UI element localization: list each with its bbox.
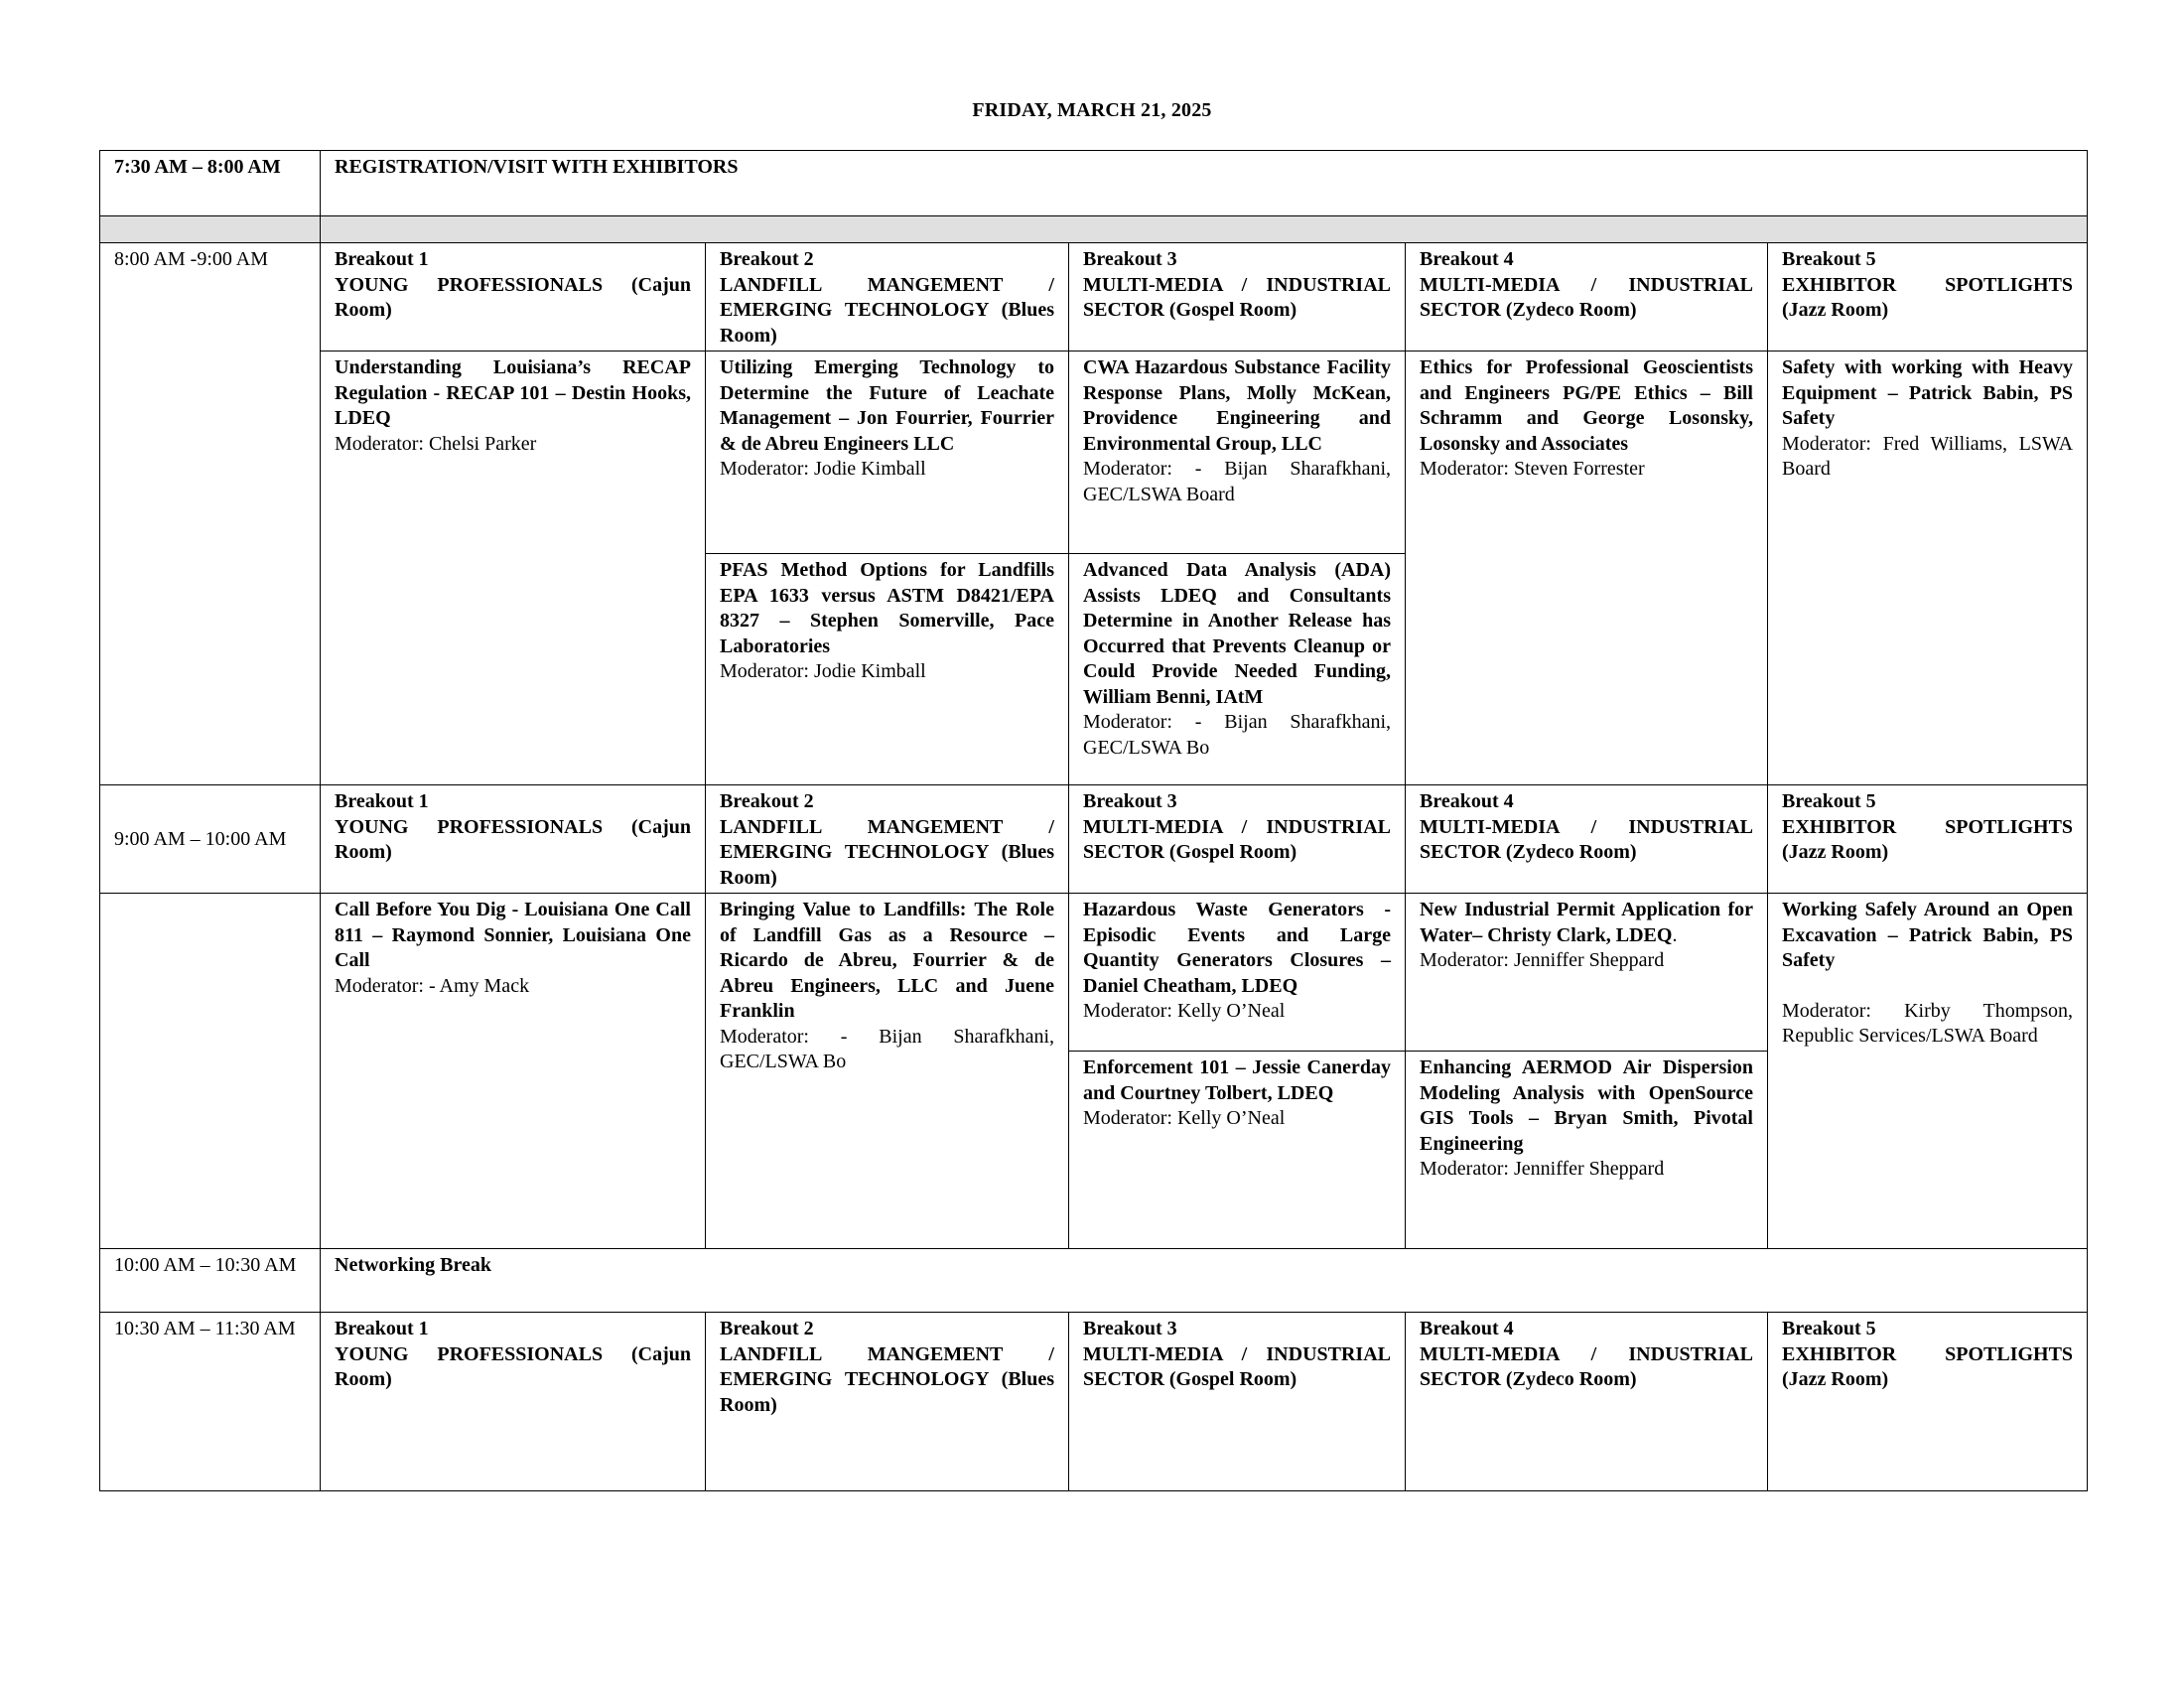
session-title: Hazardous Waste Generators - Episodic Events and Large Quantity Generators Closures – Daniel Cheatham, LDEQ [1083,899,1391,997]
breakout-name: Breakout 5 [1782,248,1876,270]
session-moderator: Moderator: Jodie Kimball [720,660,926,682]
session-title: Working Safely Around an Open Excavation – Patrick Babin, PS Safety [1782,899,2074,971]
breakout-name: Breakout 5 [1782,790,1876,812]
session-moderator: Moderator: Jenniffer Sheppard [1420,949,1665,971]
session-moderator: Moderator: Kelly O’Neal [1083,1107,1286,1129]
slot1-breakout2-header [706,243,1069,352]
networking-row [100,1249,2088,1313]
breakout-track: YOUNG PROFESSIONALS (Cajun Room) [335,1342,691,1390]
session-moderator: Moderator: - Amy Mack [335,974,530,997]
session-title: CWA Hazardous Substance Facility Response Plans, Molly McKean, Providence Engineering and Environmental Group, LLC [1083,356,1391,455]
slot2-breakout3-session-b [1069,1052,1406,1249]
session-moderator: Moderator: - Bijan Sharafkhani, GEC/LSWA Bo [1083,711,1391,759]
slot1-header-row [100,243,2088,352]
slot1-breakout3-header [1069,243,1406,352]
breakout-track: EXHIBITOR SPOTLIGHTS (Jazz Room) [1782,273,2074,321]
breakout-name: Breakout 2 [720,790,814,812]
slot3-breakout3-header [1069,1313,1406,1491]
slot1-breakout4-header [1406,243,1768,352]
session-title: New Industrial Permit Application for Water– Christy Clark, LDEQ [1420,899,1753,946]
session-moderator: Moderator: Fred Williams, LSWA Board [1782,432,2074,480]
breakout-name: Breakout 3 [1083,790,1177,812]
breakout-track: LANDFILL MANGEMENT / EMERGING TECHNOLOGY (Blues Room) [720,273,1054,347]
breakout-track: MULTI-MEDIA / INDUSTRIAL SECTOR (Zydeco Room) [1420,1342,1753,1390]
slot2-breakout1-header [321,785,706,894]
slot2-breakout3-header [1069,785,1406,894]
breakout-name: Breakout 2 [720,1318,814,1339]
slot2-breakout3-session-a [1069,894,1406,1052]
page-title: FRIDAY, MARCH 21, 2025 [972,99,1212,121]
session-title: Enhancing AERMOD Air Dispersion Modeling Analysis with OpenSource GIS Tools – Bryan Smith, Pivotal Engineering [1420,1056,1753,1155]
breakout-track: MULTI-MEDIA / INDUSTRIAL SECTOR (Gospel Room) [1083,1342,1391,1390]
breakout-track: YOUNG PROFESSIONALS (Cajun Room) [335,815,691,863]
breakout-track: LANDFILL MANGEMENT / EMERGING TECHNOLOGY (Blues Room) [720,815,1054,889]
registration-row [100,151,2088,216]
shaded-divider-row [100,216,2088,243]
slot1-breakout2-session-a [706,352,1069,554]
slot1-breakout1-header [321,243,706,352]
slot3-breakout5-header [1768,1313,2088,1491]
breakout-track: LANDFILL MANGEMENT / EMERGING TECHNOLOGY (Blues Room) [720,1342,1054,1416]
breakout-name: Breakout 3 [1083,1318,1177,1339]
session-title: Safety with working with Heavy Equipment – Patrick Babin, PS Safety [1782,356,2074,429]
breakout-track: MULTI-MEDIA / INDUSTRIAL SECTOR (Gospel Room) [1083,815,1391,863]
session-title-suffix: . [1672,923,1678,946]
breakout-name: Breakout 5 [1782,1318,1876,1339]
session-moderator: Moderator: Jenniffer Sheppard [1420,1158,1665,1180]
breakout-track: MULTI-MEDIA / INDUSTRIAL SECTOR (Zydeco Room) [1420,815,1753,863]
session-moderator: Moderator: Steven Forrester [1420,458,1645,480]
session-title: Enforcement 101 – Jessie Canerday and Courtney Tolbert, LDEQ [1083,1056,1391,1104]
slot2-breakout4-header [1406,785,1768,894]
breakout-name: Breakout 3 [1083,248,1177,270]
breakout-track: EXHIBITOR SPOTLIGHTS (Jazz Room) [1782,815,2074,863]
session-title: Utilizing Emerging Technology to Determine the Future of Leachate Management – Jon Fourrier, Fourrier & de Abreu Engineers LLC [720,356,1054,455]
session-title: Advanced Data Analysis (ADA) Assists LDEQ and Consultants Determine in Another Release has Occurred that Prevents Cleanup or Could Provide Needed Funding, William Benni, IAtM [1083,559,1391,708]
session-moderator: Moderator: - Bijan Sharafkhani, GEC/LSWA Bo [720,1025,1054,1072]
session-moderator: Moderator: Kirby Thompson, Republic Services/LSWA Board [1782,999,2074,1047]
session-moderator: Moderator: Chelsi Parker [335,432,537,455]
slot1-breakout5-session [1768,352,2088,785]
breakout-name: Breakout 4 [1420,790,1514,812]
breakout-name: Breakout 4 [1420,248,1514,270]
shaded-cell [100,216,321,243]
breakout-name: Breakout 4 [1420,1318,1514,1339]
slot2-breakout4-session-a [1406,894,1768,1052]
slot1-breakout3-session-b [1069,554,1406,785]
slot2-time-spacer [100,894,321,1249]
session-moderator: Moderator: - Bijan Sharafkhani, GEC/LSWA Board [1083,458,1391,505]
session-title: Call Before You Dig - Louisiana One Call 811 – Raymond Sonnier, Louisiana One Call [335,899,691,971]
networking-time: 10:00 AM – 10:30 AM [100,1249,321,1313]
session-title: Ethics for Professional Geoscientists and Engineers PG/PE Ethics – Bill Schramm and George Losonsky, Losonsky and Associates [1420,356,1753,455]
slot2-time: 9:00 AM – 10:00 AM [100,785,321,894]
slot1-breakout4-session [1406,352,1768,785]
breakout-name: Breakout 1 [335,1318,429,1339]
session-title: Bringing Value to Landfills: The Role of Landfill Gas as a Resource – Ricardo de Abreu, Fourrier & de Abreu Engineers, LLC and Juene Franklin [720,899,1054,1022]
session-title: Understanding Louisiana’s RECAP Regulation - RECAP 101 – Destin Hooks, LDEQ [335,356,691,429]
slot2-breakout5-header [1768,785,2088,894]
slot1-time: 8:00 AM -9:00 AM [100,243,321,785]
breakout-name: Breakout 2 [720,248,814,270]
session-moderator: Moderator: Jodie Kimball [720,458,926,480]
slot1-breakout1-session [321,352,706,785]
slot1-breakout2-session-b [706,554,1069,785]
breakout-track: EXHIBITOR SPOTLIGHTS (Jazz Room) [1782,1342,2074,1390]
schedule-table [99,150,2088,1491]
slot1-breakout5-header [1768,243,2088,352]
slot2-breakout4-session-b [1406,1052,1768,1249]
breakout-track: YOUNG PROFESSIONALS (Cajun Room) [335,273,691,321]
slot1-session-row [100,352,2088,554]
breakout-track: MULTI-MEDIA / INDUSTRIAL SECTOR (Zydeco Room) [1420,273,1753,321]
networking-label: Networking Break [321,1249,2088,1313]
slot3-breakout4-header [1406,1313,1768,1491]
registration-time: 7:30 AM – 8:00 AM [100,151,321,216]
slot2-breakout1-session [321,894,706,1249]
slot3-breakout1-header [321,1313,706,1491]
slot2-breakout2-header [706,785,1069,894]
breakout-name: Breakout 1 [335,790,429,812]
registration-label: REGISTRATION/VISIT WITH EXHIBITORS [321,151,2088,216]
breakout-track: MULTI-MEDIA / INDUSTRIAL SECTOR (Gospel Room) [1083,273,1391,321]
slot2-session-row [100,894,2088,1052]
slot3-time: 10:30 AM – 11:30 AM [100,1313,321,1491]
breakout-name: Breakout 1 [335,248,429,270]
shaded-cell [321,216,2088,243]
session-title: PFAS Method Options for Landfills EPA 1633 versus ASTM D8421/EPA 8327 – Stephen Somerville, Pace Laboratories [720,559,1054,657]
slot2-header-row [100,785,2088,894]
slot2-breakout5-session [1768,894,2088,1249]
slot2-breakout2-session [706,894,1069,1249]
session-moderator: Moderator: Kelly O’Neal [1083,1000,1286,1022]
slot3-breakout2-header [706,1313,1069,1491]
slot1-breakout3-session-a [1069,352,1406,554]
slot3-header-row [100,1313,2088,1491]
